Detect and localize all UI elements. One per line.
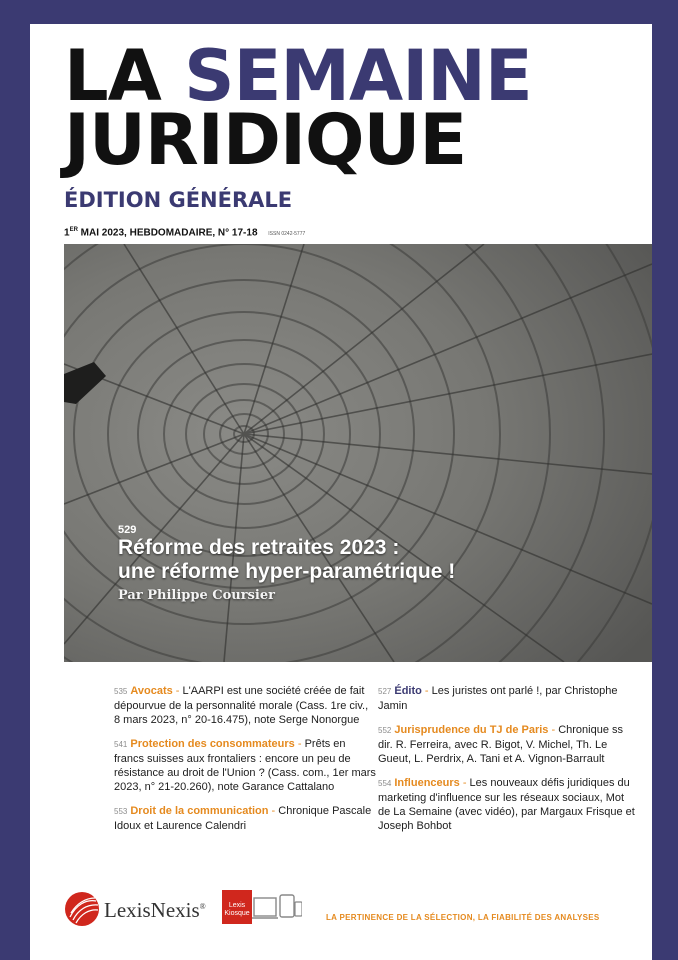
entry-number: 541 bbox=[114, 740, 128, 749]
masthead bbox=[64, 35, 532, 181]
cover-photo bbox=[64, 244, 652, 662]
entry-rubric: Avocats bbox=[130, 685, 173, 697]
kiosque-label-line-2: Kiosque bbox=[224, 910, 250, 917]
entry-text: Prêts en francs suisses aux frontaliers : encore un peu de résistance au droit de l'Union ? (Cass. com., 1er mars 2023, n° 21-20.260), note Garance Cattalano bbox=[114, 738, 376, 793]
entry-separator: - bbox=[421, 685, 432, 697]
issn: ISSN 0242-5777 bbox=[268, 231, 306, 238]
dateline-text: MAI 2023, HEBDOMADAIRE, N° 17-18 bbox=[77, 227, 258, 239]
entry-separator: - bbox=[172, 685, 183, 697]
cover-author: Par Philippe Coursier bbox=[118, 588, 275, 603]
entry-text: L'AARPI est une société créée de fait dépourvue de la personnalité morale (Cass. 1re civ., 8 mars 2023, n° 20-16.475), note Serge Nonorgue bbox=[114, 685, 369, 726]
summary-left-column bbox=[114, 684, 376, 843]
lexisnexis-logo-icon bbox=[62, 889, 102, 929]
entry-number: 553 bbox=[114, 807, 128, 816]
edition-label: ÉDITION GÉNÉRALE bbox=[64, 188, 293, 212]
lexis-kiosque-label bbox=[224, 902, 250, 918]
summary-entry bbox=[378, 723, 638, 766]
entry-number: 535 bbox=[114, 687, 128, 696]
entry-number: 527 bbox=[378, 687, 392, 696]
summary-entry bbox=[114, 804, 376, 833]
masthead-la: LA bbox=[64, 35, 161, 117]
tagline: LA PERTINENCE DE LA SÉLECTION, LA FIABILITÉ DES ANALYSES bbox=[326, 913, 600, 922]
publisher-name bbox=[104, 898, 206, 923]
entry-separator: - bbox=[294, 738, 305, 750]
entry-separator: - bbox=[548, 724, 559, 736]
cover-article-number: 529 bbox=[118, 524, 137, 536]
entry-rubric: Droit de la communication bbox=[130, 805, 269, 817]
publisher-name-text: LexisNexis bbox=[104, 898, 200, 922]
entry-separator: - bbox=[268, 805, 279, 817]
magazine-cover bbox=[30, 24, 652, 960]
summary-entry bbox=[378, 684, 638, 713]
entry-rubric: Protection des consommateurs bbox=[130, 738, 295, 750]
entry-number: 554 bbox=[378, 779, 392, 788]
entry-rubric: Jurisprudence du TJ de Paris bbox=[394, 724, 549, 736]
registered-mark: ® bbox=[199, 902, 206, 911]
cover-title-line-1: Réforme des retraites 2023 : bbox=[118, 536, 400, 559]
entry-rubric: Édito bbox=[394, 685, 422, 697]
entry-text: Les juristes ont parlé !, par Christophe Jamin bbox=[378, 685, 618, 712]
summary-entry bbox=[114, 684, 376, 727]
entry-rubric: Influenceurs bbox=[394, 777, 460, 789]
kiosque-label-line-1: Lexis bbox=[228, 902, 246, 909]
dateline-day-suffix: ER bbox=[69, 227, 78, 233]
cover-title-line-2: une réforme hyper-paramétrique ! bbox=[118, 560, 456, 583]
entry-text: Chronique ss dir. R. Ferreira, avec R. Bigot, V. Michel, Th. Le Gueut, L. Perdrix, A. Tani et A. Vignon-Barrault bbox=[378, 724, 624, 765]
summary-entry bbox=[378, 776, 638, 833]
summary-entry bbox=[114, 737, 376, 794]
entry-text: Les nouveaux défis juridiques du marketing d'influence sur les réseaux sociaux, Mot de La Semaine (avec vidéo), par Margaux Frisque et Joseph Bohbot bbox=[378, 777, 635, 832]
entry-separator: - bbox=[459, 777, 470, 789]
cover-headline bbox=[118, 524, 455, 603]
dateline bbox=[64, 227, 305, 238]
entry-number: 552 bbox=[378, 726, 392, 735]
dateline-day: 1 bbox=[64, 227, 70, 239]
summary-right-column bbox=[378, 684, 638, 843]
masthead-semaine: SEMAINE bbox=[184, 35, 532, 117]
entry-text: Chronique Pascale Idoux et Laurence Calendri bbox=[114, 805, 372, 832]
masthead-juridique: JURIDIQUE bbox=[64, 99, 467, 181]
